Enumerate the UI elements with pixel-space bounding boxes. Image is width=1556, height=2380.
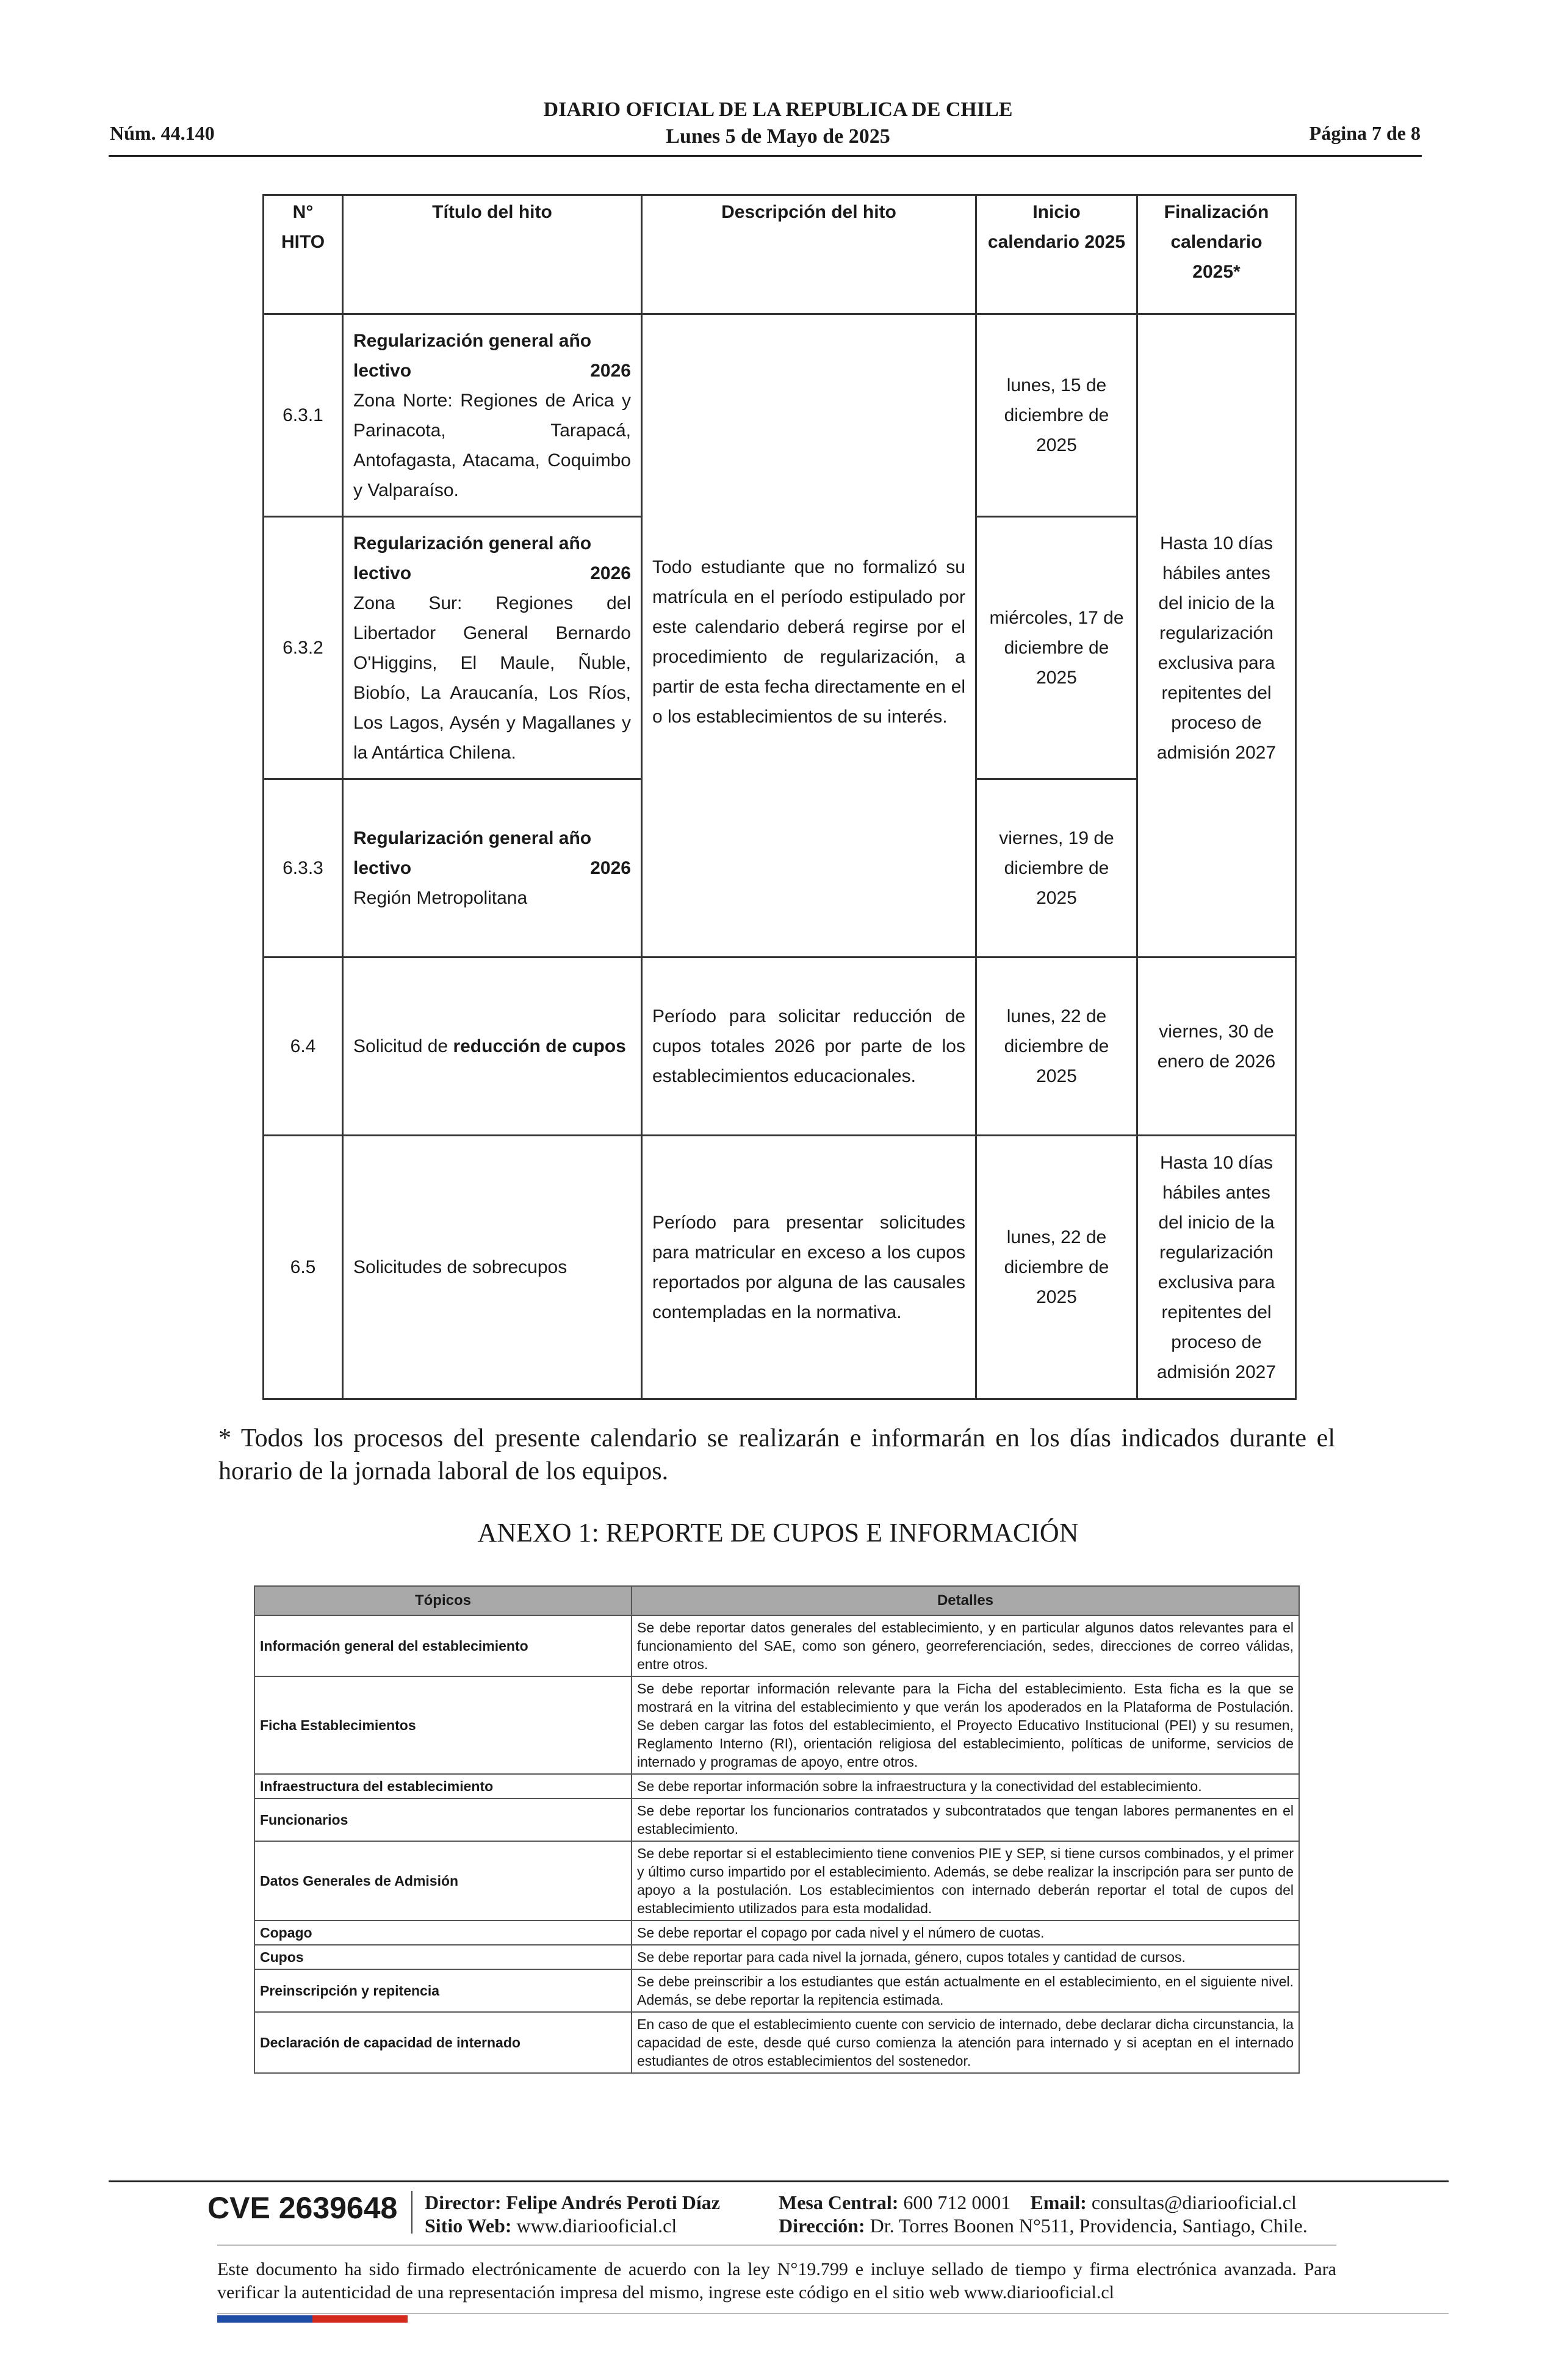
hito-title: [343, 314, 642, 517]
col-header-num-line2: HITO: [281, 232, 325, 252]
table-row: [254, 1798, 1299, 1841]
website-link[interactable]: www.diariooficial.cl: [516, 2215, 677, 2237]
hitos-table: [262, 194, 1297, 1400]
table-row: [254, 1969, 1299, 2012]
email-label: Email:: [1030, 2191, 1087, 2213]
director-label: Director:: [425, 2191, 502, 2213]
phone-number: 600 712 0001: [903, 2191, 1011, 2213]
issue-number: Núm. 44.140: [110, 122, 215, 144]
issue-date: Lunes 5 de Mayo de 2025: [666, 125, 890, 148]
hito-title-line: [353, 853, 631, 883]
hito-end: viernes, 30 de enero de 2026: [1137, 957, 1296, 1136]
hito-title-line: [353, 528, 631, 558]
footer-director: [425, 2191, 720, 2214]
footer-contact-block: [779, 2191, 1308, 2237]
hito-title-line: [353, 558, 631, 588]
phone-label: Mesa Central:: [779, 2191, 899, 2213]
table-row: [254, 1841, 1299, 1920]
hito-title-text: Regularización general año: [353, 330, 592, 351]
table-row: [254, 1676, 1299, 1774]
table-row: [254, 1774, 1299, 1798]
hito-title: [343, 517, 642, 779]
table-row: [254, 2012, 1299, 2073]
col-header-end-line3: 2025*: [1192, 262, 1241, 282]
col-header-num: [264, 195, 343, 314]
hito-description: Período para presentar solicitudes para matricular en exceso a los cupos reportados por alguna de las causales contempladas en la normativa.: [642, 1136, 976, 1399]
annex-topic: Infraestructura del establecimiento: [254, 1774, 632, 1798]
annex-detail: Se debe reportar información relevante para la Ficha del establecimiento. Esta ficha es la que se mostrará en la vitrina del establecimiento y que verán los apoderados en la Plataforma de Postulación. Se deben cargar las fotos del establecimiento, el Proyecto Educativo Institucional (PEI) y su resumen, Reglamento Interno (RI), orientación religiosa del establecimiento, políticas de uniforme, servicios de internado y programas de apoyo, entre otros.: [632, 1676, 1299, 1774]
col-header-end: [1137, 195, 1296, 314]
annex-detail: En caso de que el establecimiento cuente con servicio de internado, debe declarar dicha circunstancia, la capacidad de este, desde qué curso comienza la atención para internado y si aceptan en el internado estudiantes de otros establecimientos del sostenedor.: [632, 2012, 1299, 2073]
hito-start: lunes, 22 de diciembre de 2025: [976, 1136, 1137, 1399]
hito-region: Zona Sur: Regiones del Libertador General Bernardo O'Higgins, El Maule, Ñuble, Biobío, La Araucanía, Los Ríos, Los Lagos, Aysén y Magallanes y la Antártica Chilena.: [353, 593, 631, 763]
director-name: Felipe Andrés Peroti Díaz: [506, 2191, 720, 2213]
footer-divider: [411, 2191, 412, 2234]
hito-title: Solicitudes de sobrecupos: [343, 1136, 642, 1399]
hito-title-line: [353, 823, 631, 853]
hito-region: Zona Norte: Regiones de Arica y Parinacota, Tarapacá, Antofagasta, Atacama, Coquimbo y Valparaíso.: [353, 390, 631, 500]
cve-code: CVE 2639648: [207, 2191, 398, 2225]
hito-description: Período para solicitar reducción de cupos totales 2026 por parte de los establecimientos educacionales.: [642, 957, 976, 1136]
table-row: [264, 957, 1296, 1136]
table-row: [254, 1920, 1299, 1945]
annex-detail: Se debe preinscribir a los estudiantes que están actualmente en el establecimiento, en el siguiente nivel. Además, se debe reportar la repitencia estimada.: [632, 1969, 1299, 2012]
col-header-start: [976, 195, 1137, 314]
hito-shared-end: Hasta 10 días hábiles antes del inicio de la regularización exclusiva para repitentes del proceso de admisión 2027: [1137, 314, 1296, 957]
legal-notice: Este documento ha sido firmado electrónicamente de acuerdo con la ley N°19.799 e incluye sellado de tiempo y firma electrónica avanzada. Para verificar la autenticidad de una representación impresa del mismo, ingrese este código en el sitio web www.diariooficial.cl: [217, 2259, 1336, 2302]
hito-title: [343, 957, 642, 1136]
newspaper-title: DIARIO OFICIAL DE LA REPUBLICA DE CHILE: [543, 98, 1013, 121]
hito-num: 6.3.3: [264, 779, 343, 957]
annex-topic: Ficha Establecimientos: [254, 1676, 632, 1774]
calendar-footnote: * Todos los procesos del presente calendario se realizarán e informarán en los días indicados durante el horario de la jornada laboral de los equipos.: [218, 1424, 1335, 1485]
footer-phone-email: [779, 2191, 1308, 2214]
annex-topic: Cupos: [254, 1945, 632, 1969]
hito-title-year: 2026: [590, 858, 631, 878]
annex-topic: Declaración de capacidad de internado: [254, 2012, 632, 2073]
hito-title-text: Regularización general año: [353, 828, 592, 848]
col-header-title: Título del hito: [343, 195, 642, 314]
table-row: [264, 1136, 1296, 1399]
hito-title-text: lectivo: [353, 360, 412, 381]
annex-topic: Copago: [254, 1920, 632, 1945]
hito-start: miércoles, 17 de diciembre de 2025: [976, 517, 1137, 779]
annex-detail: Se debe reportar información sobre la infraestructura y la conectividad del establecimiento.: [632, 1774, 1299, 1798]
hitos-header-row: [264, 195, 1296, 314]
hito-num: 6.4: [264, 957, 343, 1136]
email-link[interactable]: consultas@diariooficial.cl: [1091, 2191, 1297, 2213]
col-header-num-line1: N°: [292, 202, 314, 222]
address-text: Dr. Torres Boonen N°511, Providencia, Santiago, Chile.: [870, 2215, 1308, 2237]
footer-rule: [109, 2180, 1449, 2182]
table-row: [254, 1945, 1299, 1969]
hito-shared-description: Todo estudiante que no formalizó su matrícula en el período estipulado por este calendario deberá regirse por el procedimiento de regularización, a partir de esta fecha directamente en el o los establecimientos de su interés.: [642, 314, 976, 957]
annex-title: ANEXO 1: REPORTE DE CUPOS E INFORMACIÓN: [477, 1518, 1079, 1548]
hito-num: 6.3.2: [264, 517, 343, 779]
annex-col-details: Detalles: [632, 1586, 1299, 1615]
header-rule: [109, 155, 1422, 157]
annex-detail: Se debe reportar los funcionarios contratados y subcontratados que tengan labores permanentes en el establecimiento.: [632, 1798, 1299, 1841]
address-label: Dirección:: [779, 2215, 865, 2237]
hito-start: viernes, 19 de diciembre de 2025: [976, 779, 1137, 957]
hito-num: 6.3.1: [264, 314, 343, 517]
hito-title-text: lectivo: [353, 563, 412, 583]
col-header-end-line2: calendario: [1170, 232, 1262, 252]
hito-start: lunes, 15 de diciembre de 2025: [976, 314, 1137, 517]
hito-title-year: 2026: [590, 563, 631, 583]
footer-website: [425, 2214, 720, 2237]
col-header-start-line1: Inicio: [1032, 202, 1081, 222]
col-header-start-line2: calendario 2025: [987, 232, 1126, 252]
website-label: Sitio Web:: [425, 2215, 512, 2237]
footer-thin-rule: [217, 2245, 1336, 2246]
annex-topic: Funcionarios: [254, 1798, 632, 1841]
annex-detail: Se debe reportar para cada nivel la jornada, género, cupos totales y cantidad de cursos.: [632, 1945, 1299, 1969]
page-indicator: Página 7 de 8: [1309, 122, 1421, 144]
hito-title-year: 2026: [590, 360, 631, 381]
flag-stripe-blue: [217, 2315, 312, 2323]
hito-title: [343, 779, 642, 957]
hito-region: Región Metropolitana: [353, 888, 528, 908]
footer-director-block: [425, 2191, 720, 2237]
table-row: [254, 1615, 1299, 1676]
annex-table: [254, 1585, 1300, 2074]
col-header-desc: Descripción del hito: [642, 195, 976, 314]
flag-stripe-red: [312, 2315, 408, 2323]
table-row: [264, 314, 1296, 517]
hito-title-prefix: Solicitud de: [353, 1036, 453, 1056]
annex-detail: Se debe reportar el copago por cada nivel y el número de cuotas.: [632, 1920, 1299, 1945]
hito-title-text: lectivo: [353, 858, 412, 878]
hito-end: Hasta 10 días hábiles antes del inicio de la regularización exclusiva para repitentes del proceso de admisión 2027: [1137, 1136, 1296, 1399]
footer-address: [779, 2214, 1308, 2237]
hito-title-line: [353, 326, 631, 356]
annex-topic: Información general del establecimiento: [254, 1615, 632, 1676]
hito-title-line: [353, 356, 631, 386]
annex-header-row: [254, 1586, 1299, 1615]
hito-num: 6.5: [264, 1136, 343, 1399]
hito-title-bold: reducción de cupos: [453, 1036, 626, 1056]
footer-bottom-rule: [217, 2313, 1449, 2314]
hito-title-text: Regularización general año: [353, 533, 592, 554]
annex-topic: Preinscripción y repitencia: [254, 1969, 632, 2012]
annex-topic: Datos Generales de Admisión: [254, 1841, 632, 1920]
annex-detail: Se debe reportar si el establecimiento tiene convenios PIE y SEP, si tiene cursos combinados, y el primer y último curso impartido por el establecimiento. Además, se debe realizar la inscripción para ser punto de apoyo a la postulación. Los establecimientos con internado deberán reportar el total de cupos del establecimiento utilizados para esta modalidad.: [632, 1841, 1299, 1920]
annex-detail: Se debe reportar datos generales del establecimiento, y en particular algunos datos relevantes para el funcionamiento del SAE, como son género, georreferenciación, sedes, direcciones de correo válidas, entre otros.: [632, 1615, 1299, 1676]
col-header-end-line1: Finalización: [1164, 202, 1269, 222]
annex-col-topics: Tópicos: [254, 1586, 632, 1615]
hito-start: lunes, 22 de diciembre de 2025: [976, 957, 1137, 1136]
